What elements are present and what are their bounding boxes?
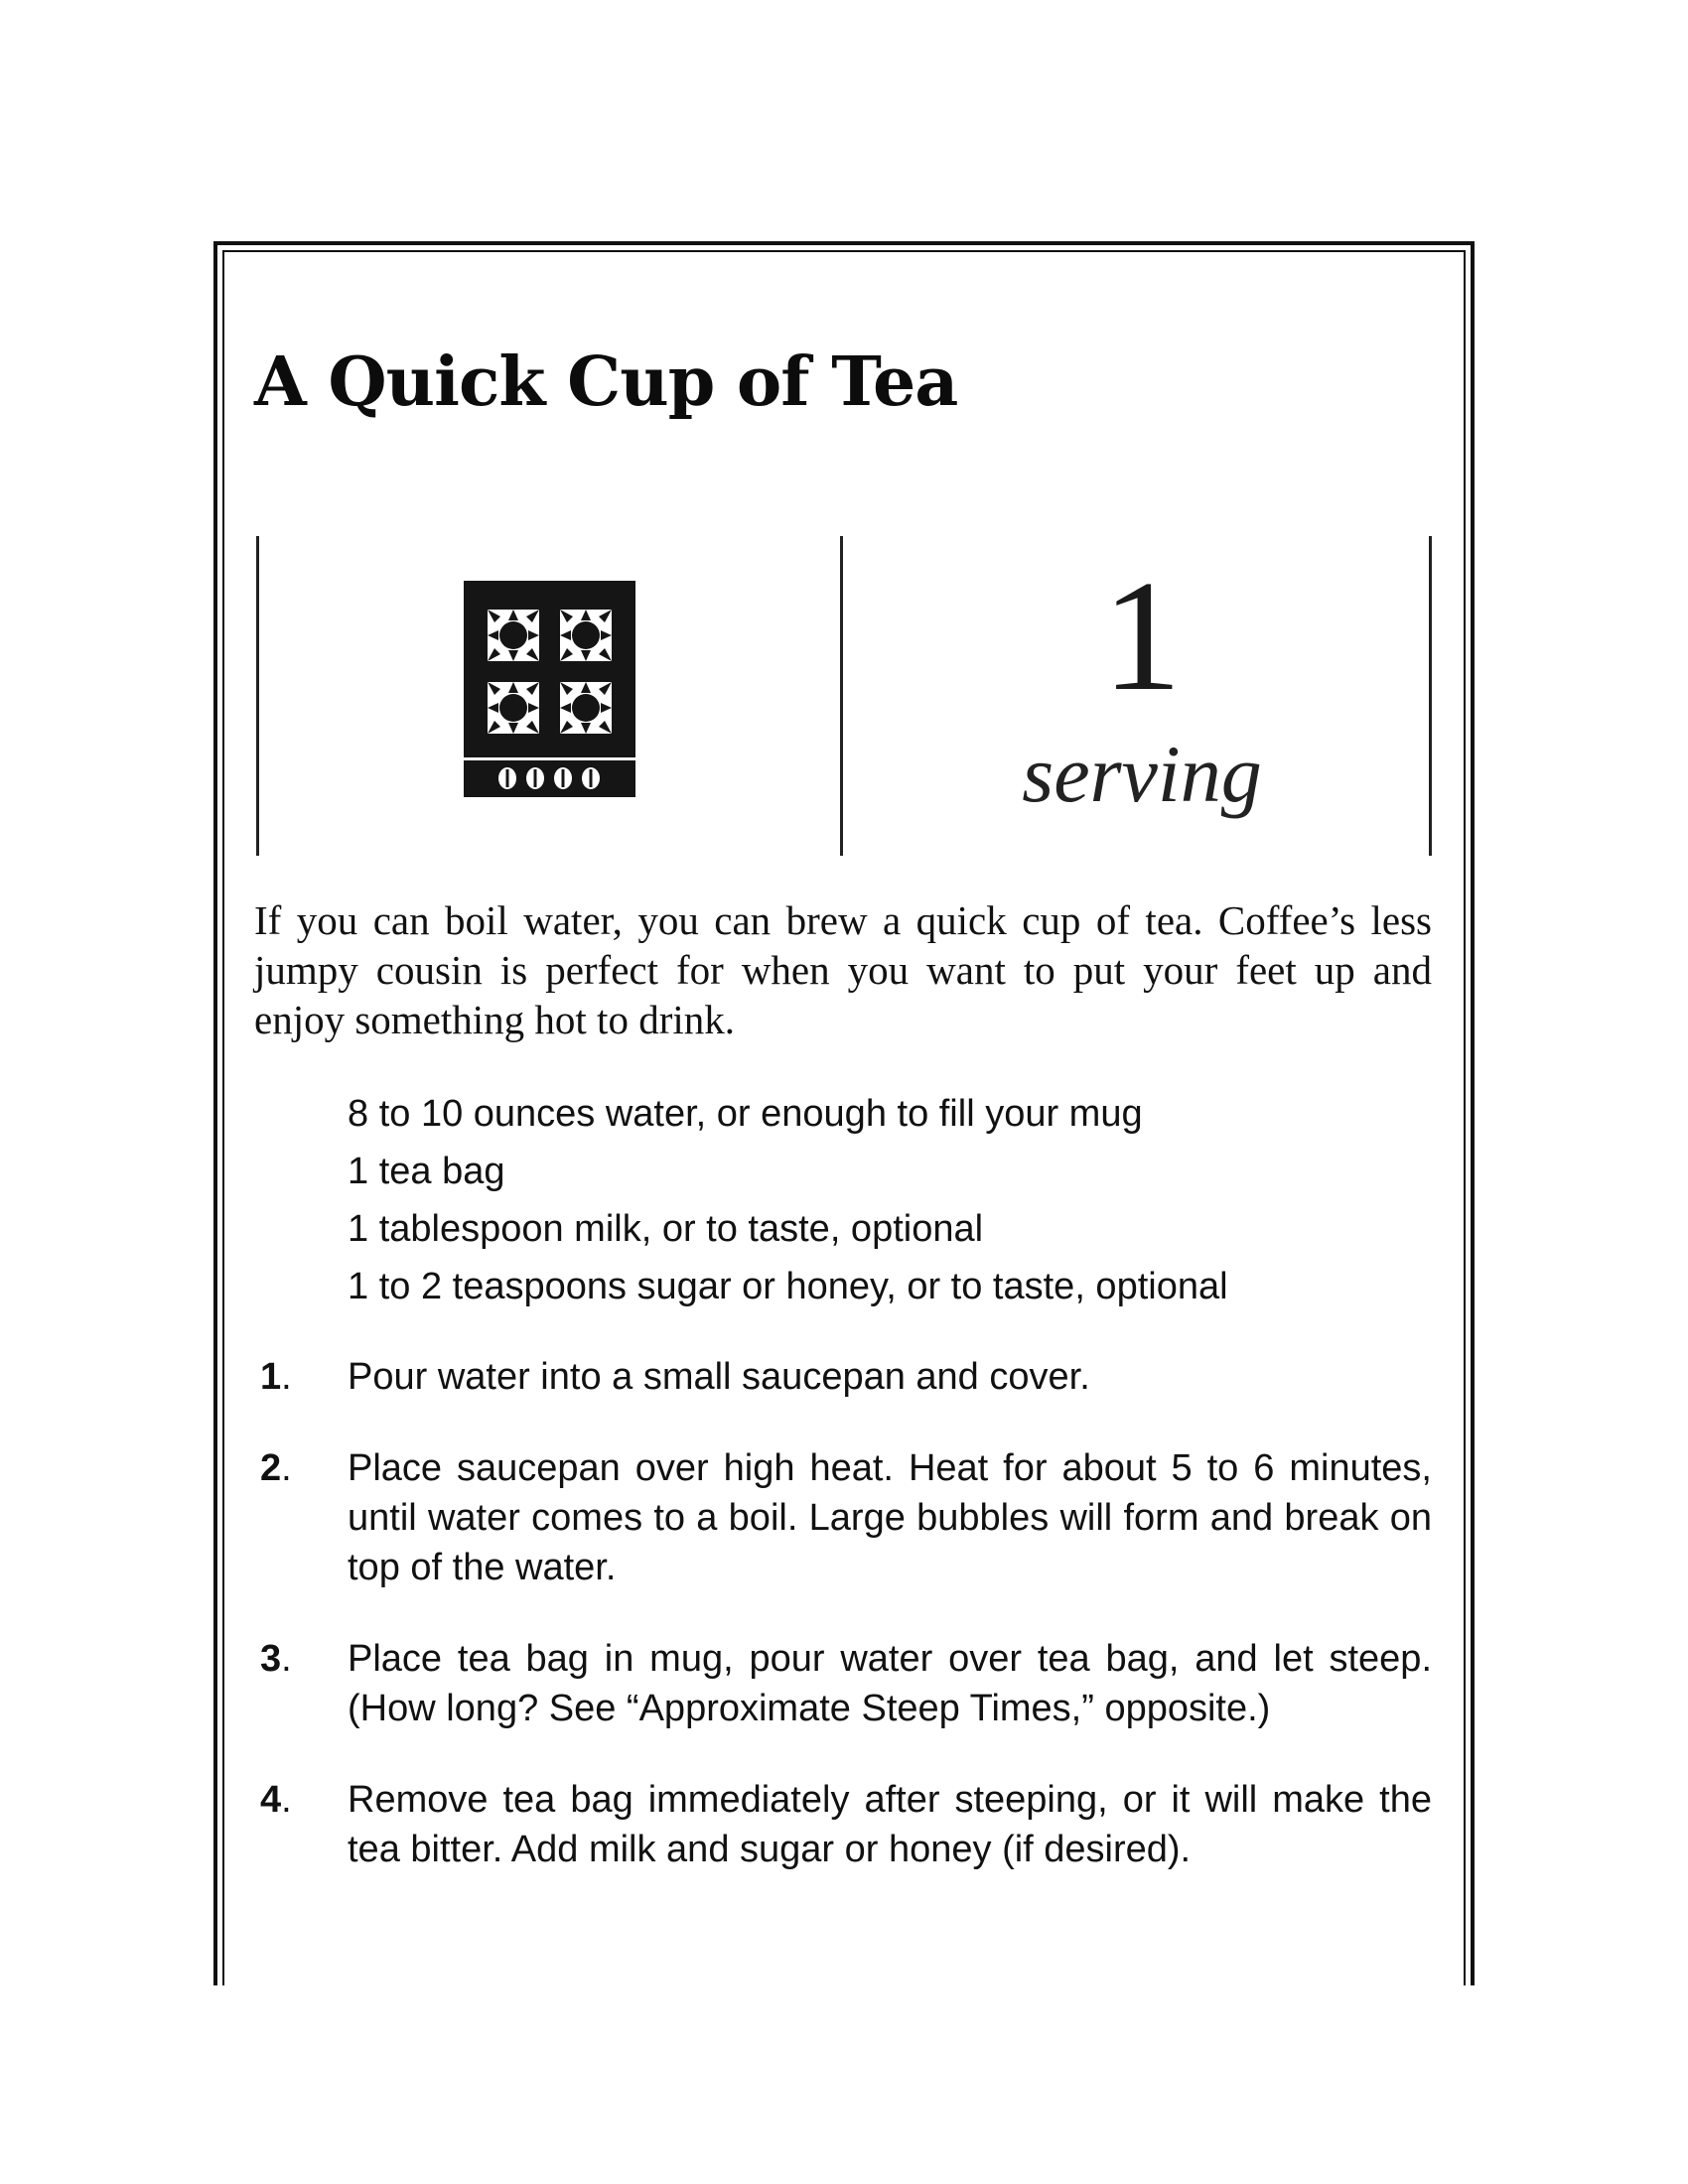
ingredient-item: 1 tablespoon milk, or to taste, optional [348,1208,984,1250]
servings-label: serving [1022,729,1262,819]
step-number: 2. [260,1447,292,1489]
step-number: 1. [260,1356,292,1398]
step-number: 4. [260,1779,292,1821]
step-text: Place tea bag in mug, pour water over tea bag, and let steep. (How long? See “Approximate Steep Times,” opposite.) [348,1638,1432,1729]
divider-left [256,536,259,856]
divider-right [1429,536,1432,856]
ingredient-item: 1 tea bag [348,1151,505,1192]
recipe-title: A Quick Cup of Tea [254,342,958,422]
ingredient-list [348,1085,1228,1315]
step-item [260,1352,1432,1402]
step-item [260,1634,1432,1733]
divider-middle [840,536,843,856]
step-text: Place saucepan over high heat. Heat for about 5 to 6 minutes, until water comes to a boil. Large bubbles will form and break on top of the water. [348,1447,1432,1588]
servings-count: 1 [1102,547,1182,724]
step-item [260,1775,1432,1874]
step-number: 3. [260,1638,292,1680]
stovetop-icon [464,581,635,797]
ingredient-item: 8 to 10 ounces water, or enough to fill your mug [348,1093,1143,1135]
recipe-intro: If you can boil water, you can brew a quick cup of tea. Coffee’s less jumpy cousin is perfect for when you want to put your feet up and enjoy something hot to drink. [254,897,1432,1042]
ingredient-item: 1 to 2 teaspoons sugar or honey, or to taste, optional [348,1266,1228,1307]
step-list [260,1352,1432,1916]
step-text: Remove tea bag immediately after steeping, or it will make the tea bitter. Add milk and sugar or honey (if desired). [348,1779,1432,1870]
step-item [260,1443,1432,1592]
step-text: Pour water into a small saucepan and cover. [348,1356,1090,1398]
